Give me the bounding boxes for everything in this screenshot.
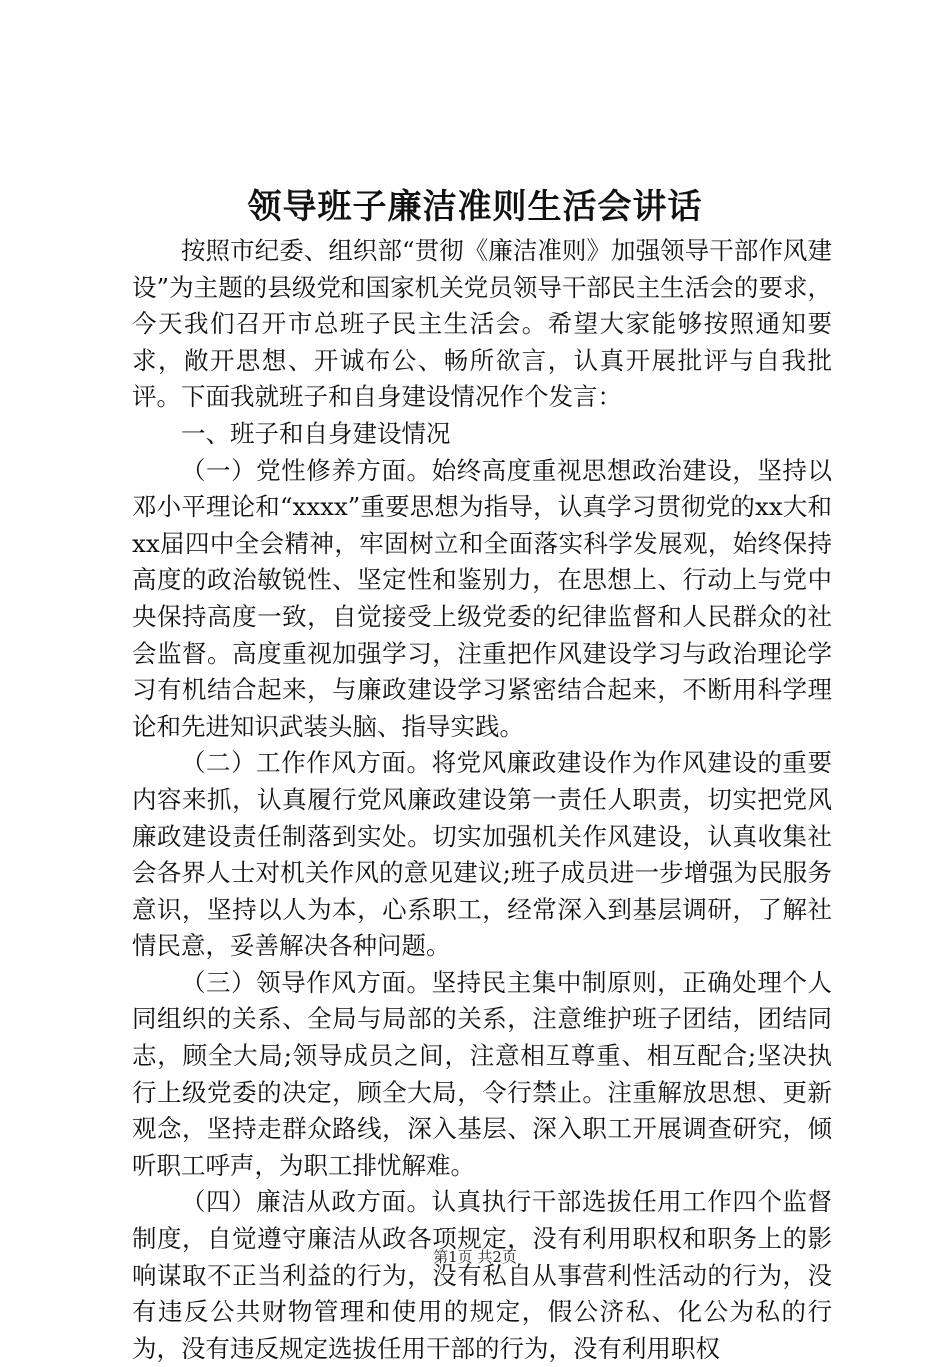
page-number: 第1页 共2页 — [433, 1248, 517, 1266]
paragraph-work-style: （二）工作作风方面。将党风廉政建设作为作风建设的重要内容来抓，认真履行党风廉政建设第一责任人职责，切实把党风廉政建设责任制落到实处。切实加强机关作风建设，认真收集社会各界人士对机关作风的意见建议;班子成员进一步增强为民服务意识，坚持以人为本，心系职工，经常深入到基层调研，了解社情民意，妥善解决各种问题。 — [132, 748, 832, 961]
paragraph-party-spirit: （一）党性修养方面。始终高度重视思想政治建设，坚持以邓小平理论和“xxxx”重要思想为指导，认真学习贯彻党的xx大和xx届四中全会精神，牢固树立和全面落实科学发展观，始终保持高度的政治敏锐性、坚定性和鉴别力，在思想上、行动上与党中央保持高度一致，自觉接受上级党委的纪律监督和人民群众的社会监督。高度重视加强学习，注重把作风建设学习与政治理论学习有机结合起来，与廉政建设学习紧密结合起来，不断用科学理论和先进知识武装头脑、指导实践。 — [132, 455, 832, 741]
section-heading: 一、班子和自身建设情况 — [181, 418, 451, 448]
paragraph-integrity: （四）廉洁从政方面。认真执行干部选拔任用工作四个监督制度，自觉遵守廉洁从政各项规定，没有利用职权和职务上的影响谋取不正当利益的行为，没有私自从事营利性活动的行为，没有违反公共财物管理和使用的规定，假公济私、化公为私的行为，没有违反规定选拔任用干部的行为，没有利用职权 — [132, 1187, 832, 1363]
paragraph-leadership-style: （三）领导作风方面。坚持民主集中制原则，正确处理个人同组织的关系、全局与局部的关系，注意维护班子团结，团结同志，顾全大局;领导成员之间，注意相互尊重、相互配合;坚决执行上级党委的决定，顾全大局，令行禁止。注重解放思想、更新观念，坚持走群众路线，深入基层、深入职工开展调查研究，倾听职工呼声，为职工排忧解难。 — [132, 967, 832, 1180]
document-title: 领导班子廉洁准则生活会讲话 — [247, 187, 703, 227]
paragraph-intro: 按照市纪委、组织部“贯彻《廉洁准则》加强领导干部作风建设”为主题的县级党和国家机关党员领导干部民主生活会的要求，今天我们召开市总班子民主生活会。希望大家能够按照通知要求，敞开思想、开诚布公、畅所欲言，认真开展批评与自我批评。下面我就班子和自身建设情况作个发言： — [132, 236, 832, 412]
document-body — [132, 233, 832, 1367]
